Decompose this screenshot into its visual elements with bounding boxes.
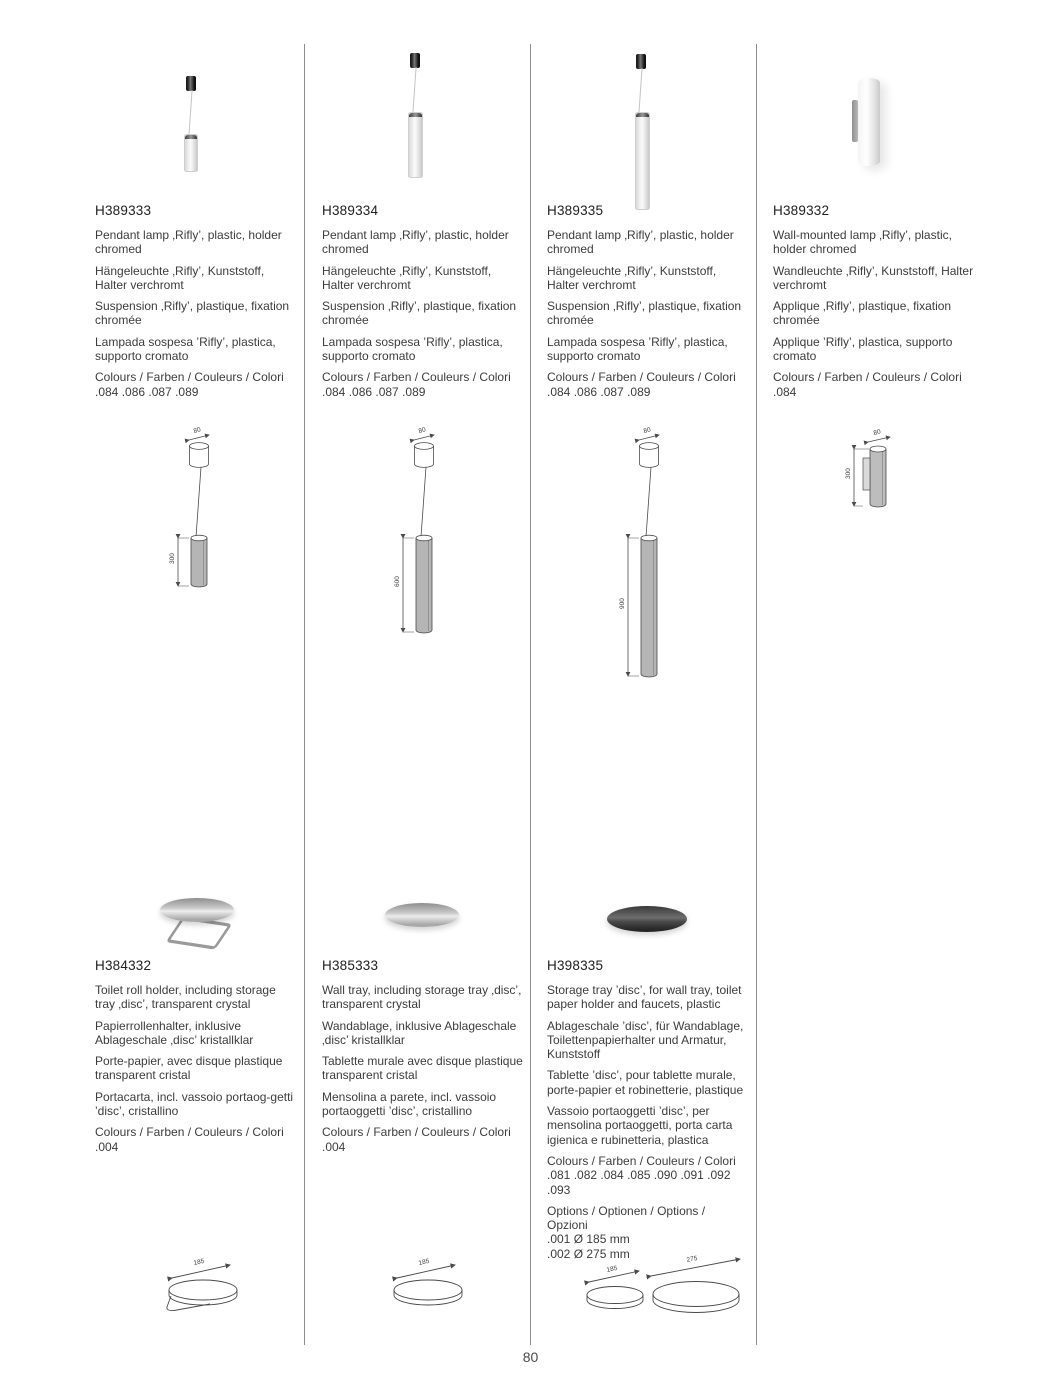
colours-line: [547, 370, 748, 399]
colours-values: .081 .082 .084 .085 .090 .091 .092 .093: [547, 1168, 731, 1197]
technical-drawing-wall-lamp: [830, 428, 950, 520]
dim-width-label: 80: [192, 426, 202, 435]
description-it: Mensolina a parete, incl. vassoio portaoggetti ’disc’, cristallino: [322, 1089, 497, 1119]
description-fr: Porte-papier, avec disque plastique transparent cristal: [95, 1054, 283, 1083]
colours-line: [547, 1154, 748, 1197]
description-en: Wall-mounted lamp ‚Rifly’, plastic, holder chromed: [773, 228, 952, 257]
technical-drawing-roll-holder: [150, 1252, 270, 1320]
ceiling-canopy: [186, 76, 196, 91]
product-code: H389335: [547, 203, 604, 218]
colours-label: Colours / Farben / Couleurs / Colori: [95, 370, 284, 385]
colours-line: [95, 370, 296, 399]
product-block: [322, 958, 523, 1154]
colours-values: .084 .086 .087 .089: [95, 384, 199, 399]
description-de: Hängeleuchte ‚Rifly’, Kunststoff, Halter verchromt: [547, 263, 717, 292]
colours-label: Colours / Farben / Couleurs / Colori: [547, 1153, 736, 1168]
product-block: [95, 203, 296, 399]
description-en: Storage tray ’disc’, for wall tray, toilet paper holder and faucets, plastic: [547, 983, 742, 1012]
description-de: Wandleuchte ‚Rifly’, Kunststoff, Halter verchromt: [773, 263, 974, 292]
description-it: Vassoio portaoggetti ’disc’, per mensolina portaoggetti, porta carta igienica e rubinetteria, plastica: [547, 1104, 733, 1147]
dim-width-label: 80: [417, 426, 427, 435]
description-it: Lampada sospesa ’Rifly’, plastica, supporto cromato: [95, 334, 276, 364]
colours-label: Colours / Farben / Couleurs / Colori: [322, 1125, 511, 1140]
technical-drawing-pendant-900: [600, 424, 720, 686]
colours-values: .084: [773, 384, 797, 399]
description-it: Lampada sospesa ’Rifly’, plastica, supporto cromato: [322, 334, 503, 364]
dim-diameter-label: 185: [192, 1257, 206, 1267]
option-2: .002 Ø 275 mm: [547, 1246, 630, 1261]
colours-line: [322, 370, 523, 399]
ceiling-canopy: [410, 53, 420, 68]
description-fr: Applique ‚Rifly’, plastique, fixation chromée: [773, 299, 952, 328]
product-code: H389332: [773, 203, 830, 218]
product-block: [322, 203, 523, 399]
chrome-holder: [636, 113, 649, 117]
product-code: H389334: [322, 203, 379, 218]
technical-drawing-storage-discs: [575, 1248, 760, 1323]
description-it: Applique ’Rifly’, plastica, supporto cromato: [773, 334, 953, 364]
chrome-holder: [409, 113, 422, 117]
dim-width-label: 80: [872, 428, 882, 437]
product-code: H389333: [95, 203, 152, 218]
description-en: Toilet roll holder, including storage tray ‚disc’, transparent crystal: [95, 983, 276, 1012]
description-fr: Tablette murale avec disque plastique transparent cristal: [322, 1054, 523, 1083]
description-fr: Tablette ’disc’, pour tablette murale, porte-papier et robinetterie, plastique: [547, 1068, 744, 1097]
product-block: [95, 958, 296, 1154]
description-de: Papierrollenhalter, inklusive Ablageschale ‚disc’ kristallklar: [95, 1018, 254, 1047]
description-fr: Suspension ‚Rifly’, plastique, fixation chromée: [547, 299, 742, 328]
colours-label: Colours / Farben / Couleurs / Colori: [773, 370, 962, 385]
description-en: Pendant lamp ‚Rifly’, plastic, holder chromed: [322, 228, 509, 257]
dim-small-label: 185: [605, 1264, 619, 1274]
colours-line: [773, 370, 974, 399]
product-block: [773, 203, 974, 399]
storage-disc: [385, 903, 459, 927]
lamp-body: [635, 112, 650, 210]
chrome-holder: [185, 135, 197, 139]
lamp-body: [858, 78, 880, 166]
lamp-cord: [188, 90, 193, 136]
dim-width-label: 80: [642, 426, 652, 435]
storage-disc-dark: [607, 906, 687, 932]
dim-height-label: 600: [394, 576, 401, 587]
description-de: Hängeleuchte ‚Rifly’, Kunststoff, Halter verchromt: [322, 263, 492, 292]
colours-values: .084 .086 .087 .089: [547, 384, 651, 399]
description-fr: Suspension ‚Rifly’, plastique, fixation chromée: [95, 299, 290, 328]
description-de: Wandablage, inklusive Ablageschale ‚disc’ kristallklar: [322, 1018, 517, 1047]
column-divider: [756, 44, 757, 1345]
product-block: [547, 203, 748, 399]
technical-drawing-pendant-600: [375, 424, 495, 642]
description-en: Pendant lamp ‚Rifly’, plastic, holder chromed: [547, 228, 734, 257]
column-divider: [530, 44, 531, 1345]
colours-values: .004: [322, 1139, 346, 1154]
page-number: 80: [522, 1349, 539, 1365]
dim-height-label: 900: [619, 598, 626, 609]
column-divider: [304, 44, 305, 1345]
product-block: [547, 958, 748, 1261]
storage-disc: [160, 898, 234, 922]
description-en: Pendant lamp ‚Rifly’, plastic, holder chromed: [95, 228, 282, 257]
dim-diameter-label: 185: [417, 1257, 431, 1267]
colours-values: .084 .086 .087 .089: [322, 384, 426, 399]
product-code: H385333: [322, 958, 379, 973]
colours-values: .004: [95, 1139, 119, 1154]
colours-label: Colours / Farben / Couleurs / Colori: [95, 1125, 284, 1140]
ceiling-canopy: [636, 54, 646, 69]
product-code: H384332: [95, 958, 152, 973]
description-it: Lampada sospesa ’Rifly’, plastica, supporto cromato: [547, 334, 728, 364]
colours-line: [322, 1125, 523, 1154]
option-1: .001 Ø 185 mm: [547, 1232, 630, 1247]
lamp-cord: [412, 67, 417, 113]
lamp-cord: [638, 68, 643, 113]
description-fr: Suspension ‚Rifly’, plastique, fixation chromée: [322, 299, 517, 328]
lamp-body: [408, 112, 423, 178]
description-de: Hängeleuchte ‚Rifly’, Kunststoff, Halter verchromt: [95, 263, 265, 292]
colours-label: Colours / Farben / Couleurs / Colori: [322, 370, 511, 385]
lamp-body: [184, 134, 198, 172]
technical-drawing-wall-tray: [375, 1252, 495, 1320]
description-de: Ablageschale ’disc’, für Wandablage, Toilettenpapierhalter und Armatur, Kunststoff: [547, 1018, 744, 1062]
dim-height-label: 300: [169, 553, 176, 564]
description-it: Portacarta, incl. vassoio portaog-getti ’disc’, cristallino: [95, 1089, 294, 1119]
product-code: H398335: [547, 958, 604, 973]
colours-line: [95, 1125, 296, 1154]
colours-label: Colours / Farben / Couleurs / Colori: [547, 370, 736, 385]
options-label: Options / Optionen / Options / Opzioni: [547, 1203, 706, 1233]
description-en: Wall tray, including storage tray ‚disc’, transparent crystal: [322, 983, 522, 1012]
dim-height-label: 300: [845, 468, 852, 479]
dim-large-label: 275: [686, 1255, 699, 1264]
technical-drawing-pendant-300: [150, 424, 270, 606]
